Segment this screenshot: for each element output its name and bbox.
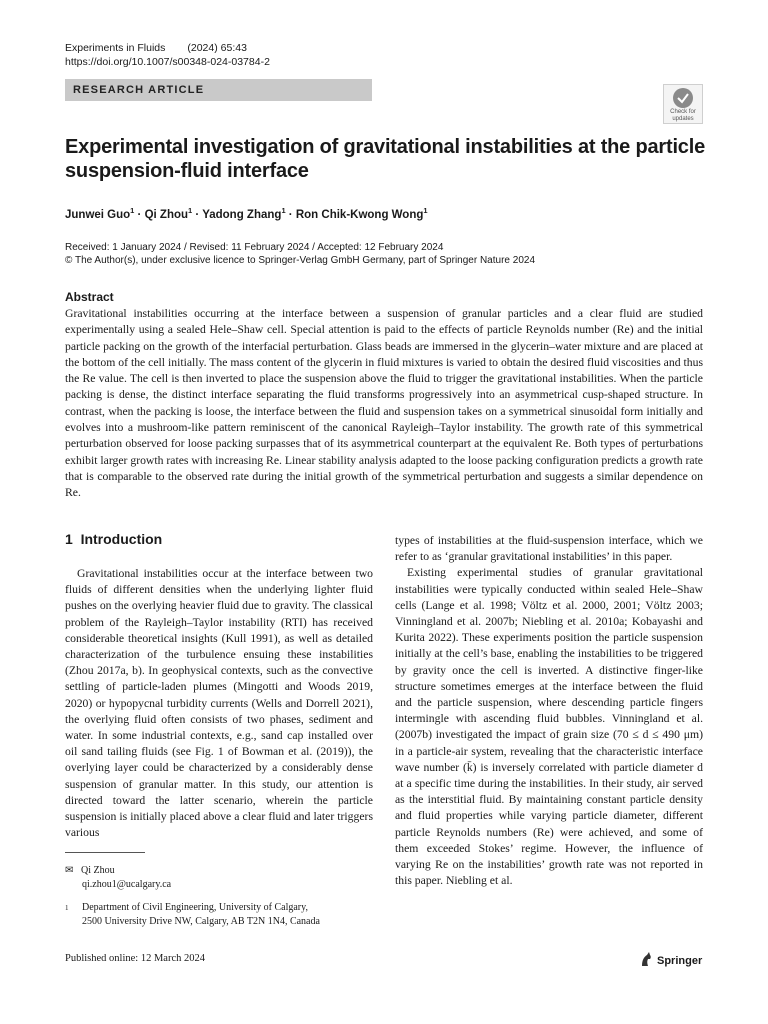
- affiliation-number: 1: [65, 904, 69, 912]
- section-number: 1: [65, 531, 73, 547]
- paper-title: Experimental investigation of gravitational instabilities at the particle suspension-fluid interface: [65, 136, 705, 182]
- left-paragraph-1: Gravitational instabilities occur at the interface between two fluids of different densities when the underlying lighter fluid pushes on the overlying heavier fluid due to gravity. The classical problem of the Rayleigh–Taylor instability (RTI) has received considerable theoretical insights (Kull 1991), as well as detailed characterization of the turbulence ensuing these instabilities (Zhou 2017a, b). In geophysical contexts, such as the convective settling of particle-laden plumes (Mingotti and Woods 2019, 2020) or hypopycnal turbidity currents (Wells and Dorrell 2021), the overlying fluid often consists of two phases, sediment and water. In some industrial contexts, e.g., sand cap installed over oil sand tailing fluids (see Fig. 1 of Bowman et al. (2019)), the overlying layer could be characterized by a considerably dense suspension of granular matter. In this study, our attention is directed toward the latter scenario, wherein the particle suspension is initially placed above a clear fluid and later triggers various: [65, 567, 373, 840]
- section-title: Introduction: [80, 531, 163, 547]
- left-column: [65, 566, 373, 841]
- affiliation-line-2: 2500 University Drive NW, Calgary, AB T2N 1N4, Canada: [82, 916, 320, 927]
- right-paragraph-2: Existing experimental studies of granular gravitational instabilities were typically conducted within sealed Hele–Shaw cells (Lange et al. 1998; Völtz et al. 2000, 2001; Völtz 2003; Vinningland et al. 2007b; Niebling et al. 2010a; Kobayashi and Kurita 2022). These experiments position the particle suspension initially at the cell’s base, enabling the instabilities to be triggered by gravity once the cell is inverted. A distinctive finger-like structure sometimes emerges at the interface between the fluid and the particle suspension, where descending particle fingers intermingle with ascending fluid bubbles. Vinningland et al. (2007b) investigated the impact of grain size (70 ≤ d ≤ 490 μm) in a particle-air system, revealing that the characteristic interface wave number (k̄) is inversely correlated with particle diameter d at a specific time during the instabilities. In their study, air served as the interstitial fluid. By maintaining constant particle density and fluid properties while varying particle diameter, different particle Reynolds numbers (Re) were achieved, and some of them exceeded Stokes’ regime. However, the influence of varying Re on the instabilities’ growth rate was not reported in this paper. Niebling et al.: [395, 566, 703, 888]
- check-updates-icon: [673, 88, 693, 108]
- abstract-heading: Abstract: [65, 290, 114, 304]
- journal-line: [65, 41, 247, 55]
- author-4[interactable]: Ron Chik-Kwong Wong$^1$: [295, 206, 428, 221]
- contact-email[interactable]: qi.zhou1@ucalgary.ca: [82, 879, 172, 890]
- envelope-icon: ✉: [65, 865, 74, 876]
- doi-link[interactable]: https://doi.org/10.1007/s00348-024-03784-2: [65, 56, 270, 68]
- author-list: Junwei Guo$^1$ · Qi Zhou$^1$ · Yadong Zhang$^1$ · Ron Chik-Kwong Wong$^1$: [65, 206, 428, 221]
- author-1[interactable]: Junwei Guo$^1$: [65, 206, 135, 221]
- publication-dates: [65, 241, 535, 267]
- affiliation-line-1: Department of Civil Engineering, University of Calgary,: [82, 902, 308, 913]
- published-online: Published online: 12 March 2024: [65, 953, 205, 964]
- author-2[interactable]: Qi Zhou$^1$: [144, 206, 193, 221]
- copyright-line: © The Author(s), under exclusive licence to Springer-Verlag GmbH Germany, part of Springer Nature 2024: [65, 255, 535, 266]
- springer-logo[interactable]: [639, 951, 702, 967]
- section-heading: [65, 531, 162, 547]
- corresponding-author: [65, 864, 171, 892]
- journal-issue: (2024) 65:43: [187, 42, 247, 54]
- author-3[interactable]: Yadong Zhang$^1$: [202, 206, 286, 221]
- badge-line-2: updates: [672, 115, 694, 122]
- springer-label: Springer: [657, 955, 703, 967]
- abstract-text: Gravitational instabilities occurring at the interface between a suspension of granular particles and a clear fluid are studied experimentally using a sealed Hele–Shaw cell. Special attention is paid to the effects of particle Reynolds number (Re) and the initial particle packing on the growth of the interfacial perturbation. Glass beads are immersed in the glycerin–water mixture and are placed at the bottom of the cell initially. The mass content of the glycerin in fluid mixtures is varied to obtain the desired fluid viscosities and thus the Re value. The cell is then inverted to place the suspension above the fluid to trigger the gravitational instabilities. When the particle packing is dense, the distinct interface separating the fluid transforms progressively into an asymmetrical cusp-shaped structure. In contrast, when the packing is loose, the interface between the fluid and suspension takes on a symmetrical sinusoidal form initially and evolves into a mushroom-like pattern reminiscent of the canonical Rayleigh–Taylor instability. The growth rate of this symmetrical perturbation observed for loose packing surpasses that of its asymmetrical counterpart at the equivalent Re. Both types of perturbations exhibit larger growth rates with increasing Re. Linear stability analysis adapted to the loose packing configuration predicts a growth rate that is comparable to the observed rate during the initial growth of the symmetrical perturbation and suggests a similar dependence on Re.: [65, 307, 703, 500]
- badge-line-1: Check for: [670, 109, 696, 115]
- springer-horse-icon: [639, 951, 653, 967]
- dates-line: Received: 1 January 2024 / Revised: 11 February 2024 / Accepted: 12 February 2024: [65, 242, 444, 253]
- check-for-updates-badge[interactable]: [663, 84, 703, 124]
- right-column: [395, 533, 703, 889]
- contact-name: Qi Zhou: [81, 865, 115, 876]
- affiliation: [65, 901, 320, 929]
- journal-name: Experiments in Fluids: [65, 42, 166, 54]
- article-type-bar: RESEARCH ARTICLE: [65, 79, 372, 101]
- footnote-divider: [65, 852, 145, 853]
- right-paragraph-1: types of instabilities at the fluid-suspension interface, which we refer to as ‘granular gravitational instabilities’ in this paper.: [395, 534, 703, 564]
